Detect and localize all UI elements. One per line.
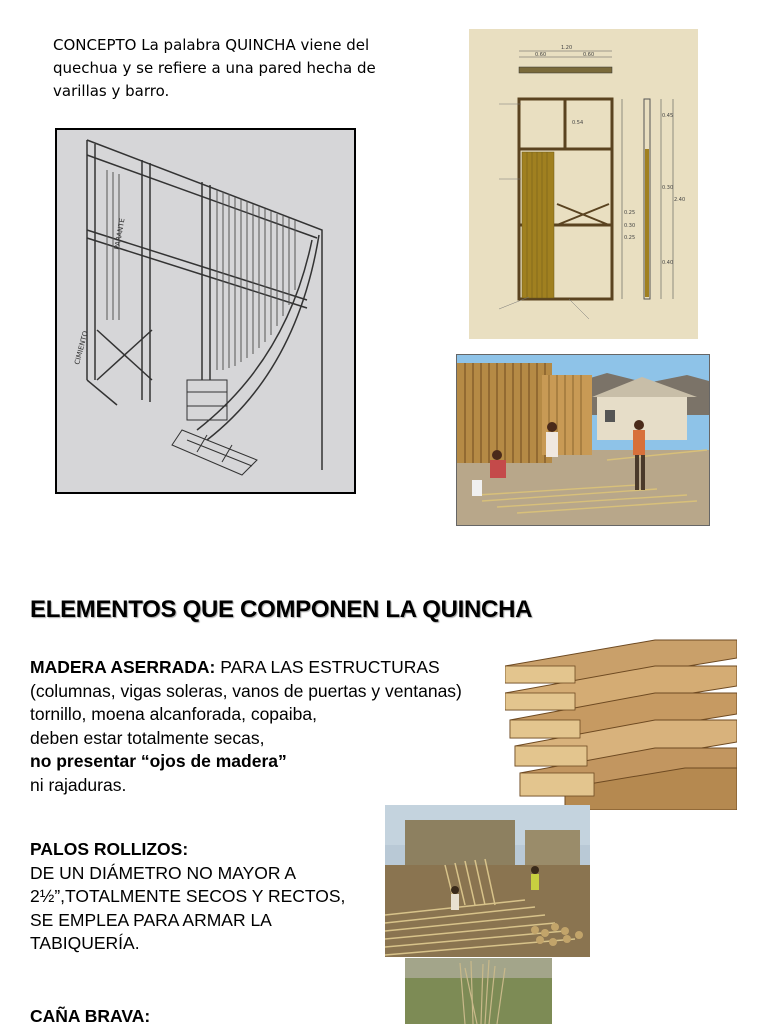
panel-elevation-svg: [469, 29, 698, 339]
madera-heading-line: [30, 656, 462, 680]
dim-h3: 0.40: [662, 260, 674, 266]
sawn-lumber-photo: [505, 638, 737, 810]
madera-heading-rest: PARA LAS ESTRUCTURAS: [215, 657, 440, 677]
dim-h2: 0.30: [662, 185, 674, 191]
cana-heading: CAÑA BRAVA:: [30, 1006, 151, 1026]
wall-sketch-drawing: [57, 130, 354, 492]
site-photo-illustration: [457, 355, 709, 525]
dim-h4: 0.25: [624, 210, 636, 216]
palos-line: SE EMPLEA PARA ARMAR LA: [30, 909, 272, 930]
construction-site-photo: [456, 354, 710, 526]
madera-line: deben estar totalmente secas,: [30, 727, 265, 748]
svg-text:CIMIENTO: CIMIENTO: [73, 330, 90, 366]
dim-top-right: 0.60: [583, 52, 595, 58]
quincha-wall-sketch: [55, 128, 356, 494]
dim-top-total: 1.20: [561, 45, 573, 51]
madera-line: tornillo, moena alcanforada, copaiba,: [30, 704, 317, 724]
cane-illustration: [405, 958, 552, 1024]
dim-mid: 0.54: [572, 120, 584, 126]
quincha-panel-drawing: [469, 29, 698, 339]
palos-heading: PALOS ROLLIZOS:: [30, 839, 189, 859]
svg-text:PARANTE: PARANTE: [113, 217, 127, 251]
section-heading: ELEMENTOS QUE COMPONEN LA QUINCHA: [30, 596, 533, 623]
poles-illustration: [385, 805, 590, 957]
intro-line: CONCEPTO La palabra QUINCHA viene del: [53, 36, 370, 54]
palos-rollizos-block: [30, 838, 345, 956]
dim-top-left: 0.60: [535, 52, 547, 58]
dim-total: 2.40: [674, 197, 686, 203]
palos-line: 2½”,TOTALMENTE SECOS Y RECTOS,: [30, 886, 346, 906]
madera-aserrada-block: [30, 656, 462, 797]
dim-h6: 0.25: [624, 235, 636, 241]
madera-line-bold: no presentar “ojos de madera”: [30, 751, 287, 771]
intro-paragraph: [53, 34, 403, 103]
palos-line: DE UN DIÁMETRO NO MAYOR A: [30, 862, 297, 883]
cana-brava-photo: [405, 958, 552, 1024]
madera-line: ni rajaduras.: [30, 774, 127, 795]
lumber-illustration: [505, 638, 737, 810]
cana-brava-block: [30, 1005, 150, 1029]
dim-h1: 0.45: [662, 113, 674, 119]
madera-line: (columnas, vigas soleras, vanos de puertas y ventanas): [30, 680, 462, 701]
madera-heading: MADERA ASERRADA:: [30, 657, 216, 677]
intro-line: varillas y barro.: [53, 82, 170, 100]
palos-line: TABIQUERÍA.: [30, 933, 140, 953]
round-poles-photo: [385, 805, 590, 957]
intro-line: quechua y se refiere a una pared hecha de: [53, 59, 376, 77]
dim-h5: 0.30: [624, 223, 636, 229]
